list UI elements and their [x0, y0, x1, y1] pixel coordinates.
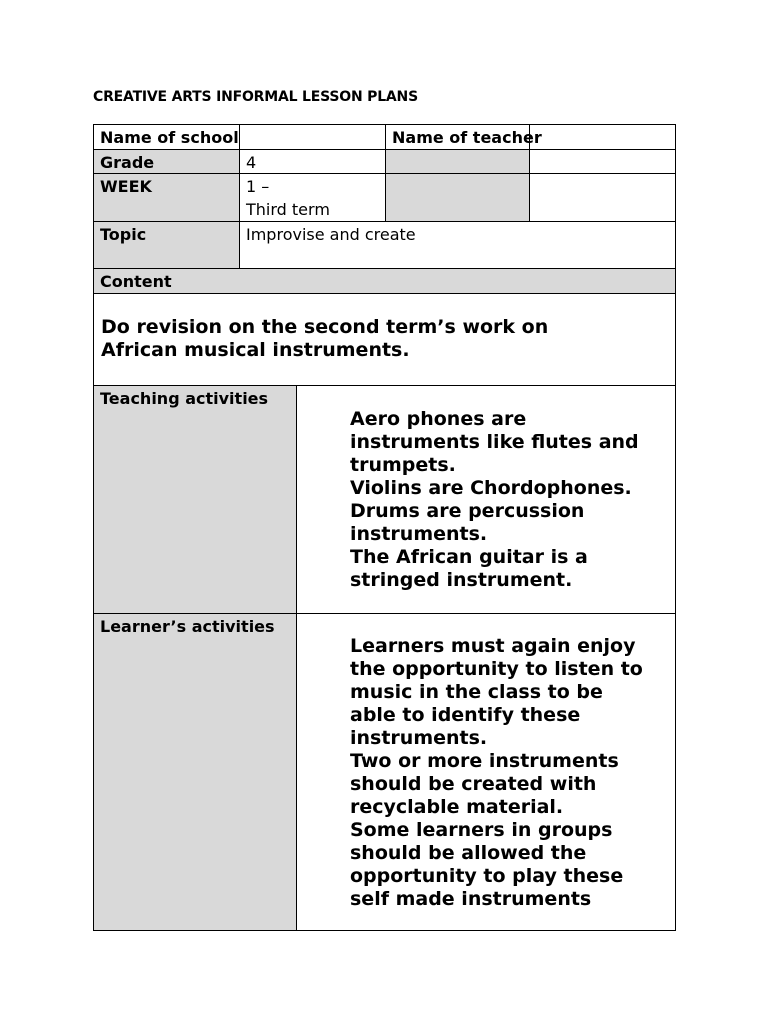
learners-label: Learner’s activities [100, 617, 275, 636]
grade-value: 4 [246, 153, 257, 172]
week-extra-value-cell [529, 173, 676, 222]
school-label-cell [93, 124, 240, 150]
topic-label: Topic [100, 225, 147, 244]
teaching-line: instruments. [350, 523, 488, 545]
content-body-cell[interactable] [93, 293, 676, 386]
learners-line: Learners must again enjoy [350, 635, 636, 657]
teaching-line: instruments like flutes and [350, 431, 639, 453]
teaching-line: The African guitar is a [350, 546, 588, 568]
teacher-label: Name of teacher [392, 128, 542, 147]
learners-line: music in the class to be [350, 681, 603, 703]
week-value-line1: 1 – [246, 177, 270, 196]
grade-label-cell [93, 149, 240, 174]
topic-value-cell[interactable] [239, 221, 676, 269]
teaching-line: stringed instrument. [350, 569, 573, 591]
week-value-cell[interactable] [239, 173, 386, 222]
learners-line: recyclable material. [350, 796, 564, 818]
learners-line: opportunity to play these [350, 865, 624, 887]
content-label-cell [93, 268, 676, 294]
learners-line: the opportunity to listen to [350, 658, 643, 680]
week-label: WEEK [100, 177, 152, 196]
week-label-cell [93, 173, 240, 222]
learners-line: should be created with [350, 773, 597, 795]
teaching-label: Teaching activities [100, 389, 269, 408]
grade-value-cell[interactable] [239, 149, 386, 174]
teaching-line: trumpets. [350, 454, 456, 476]
teaching-line: Violins are Chordophones. [350, 477, 632, 499]
topic-value: Improvise and create [246, 225, 416, 244]
teaching-body-cell[interactable] [296, 385, 676, 614]
learners-line: able to identify these [350, 704, 581, 726]
school-label: Name of school [100, 128, 239, 147]
teaching-line: Drums are percussion [350, 500, 585, 522]
teacher-label-cell [385, 124, 542, 150]
learners-line: instruments. [350, 727, 488, 749]
content-line: Do revision on the second term’s work on [101, 316, 549, 338]
learners-label-cell [93, 613, 297, 931]
teaching-label-cell [93, 385, 297, 614]
week-value-line2: Third term [246, 200, 330, 219]
week-extra-cell [385, 173, 530, 222]
teaching-text [350, 408, 639, 592]
teacher-value-cell[interactable] [529, 124, 676, 150]
content-line: African musical instruments. [101, 339, 410, 361]
topic-label-cell [93, 221, 240, 269]
school-value-cell[interactable] [239, 124, 386, 150]
learners-line: should be allowed the [350, 842, 587, 864]
learners-line: Two or more instruments [350, 750, 619, 772]
learners-line: Some learners in groups [350, 819, 613, 841]
learners-line: self made instruments [350, 888, 592, 910]
document-title: CREATIVE ARTS INFORMAL LESSON PLANS [93, 89, 418, 105]
content-text [101, 316, 548, 362]
learners-text [350, 635, 643, 911]
learners-body-cell[interactable] [296, 613, 676, 931]
grade-label: Grade [100, 153, 155, 172]
grade-extra-cell [385, 149, 530, 174]
content-label: Content [100, 272, 172, 291]
teaching-line: Aero phones are [350, 408, 527, 430]
grade-extra-value-cell [529, 149, 676, 174]
